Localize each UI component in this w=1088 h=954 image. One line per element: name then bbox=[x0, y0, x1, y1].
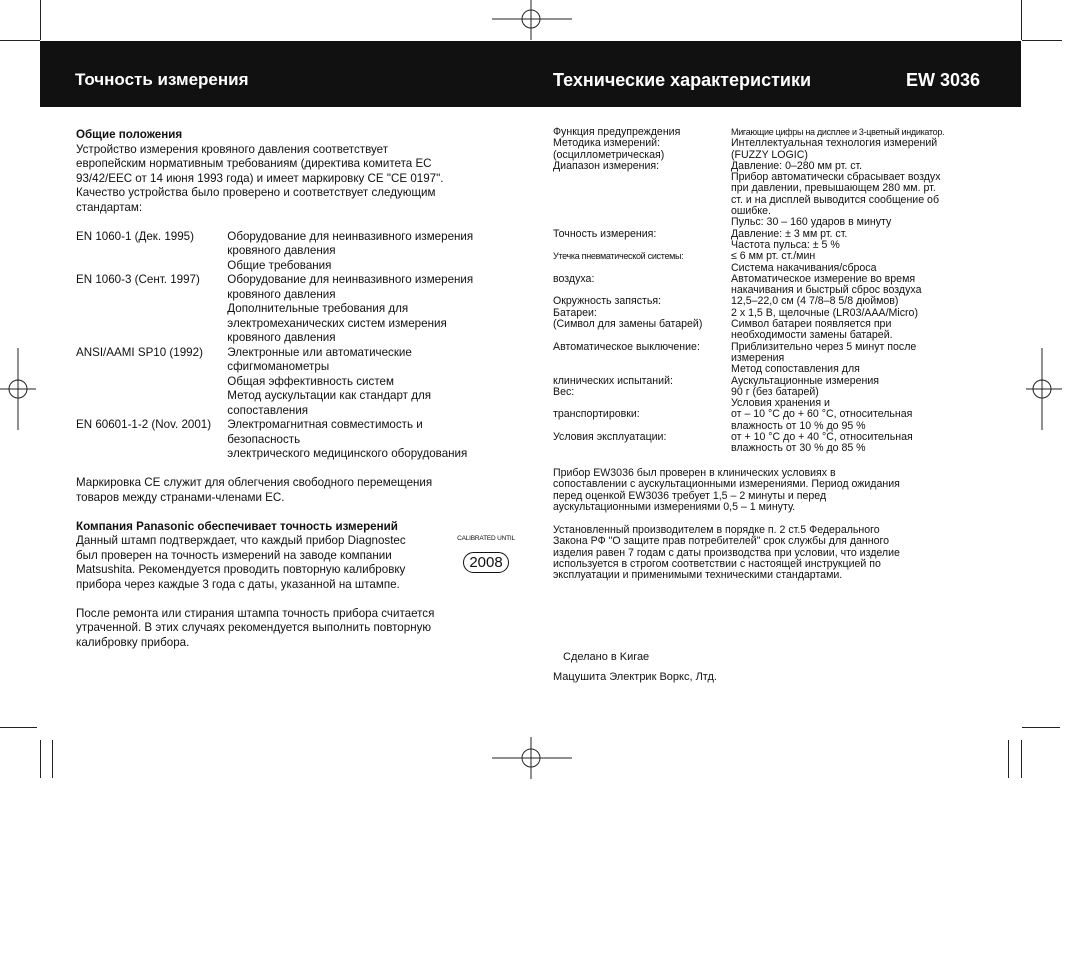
text-line: Устройство измерения кровяного давления соответствует bbox=[76, 142, 389, 156]
lifetime-paragraph bbox=[553, 525, 993, 581]
specifications-list bbox=[553, 127, 993, 455]
spec-row bbox=[553, 217, 993, 228]
spec-label bbox=[553, 353, 731, 364]
spec-label bbox=[553, 364, 731, 375]
standards-table bbox=[76, 230, 516, 462]
manufacturer-text: Мацушита Электрик Воркс, Лтд. bbox=[553, 671, 717, 683]
crop-mark bbox=[40, 740, 41, 778]
spec-value: Автоматическое измерение во время bbox=[731, 272, 916, 285]
spec-value: влажность от 10 % до 95 % bbox=[731, 419, 866, 432]
spec-value: 12,5–22,0 см (4 7/8–8 5/8 дюймов) bbox=[731, 295, 899, 308]
made-in-text: Сделано в Kиrae bbox=[563, 651, 650, 663]
text-line: аускультационными измерениями 0,5 – 1 минуту. bbox=[553, 500, 796, 513]
text-line: Установленный производителем в порядке п. 2 ст.5 Федерального bbox=[553, 524, 880, 536]
spec-label bbox=[553, 443, 731, 454]
spec-value: Приблизительно через 5 минут после bbox=[731, 340, 917, 353]
spec-row bbox=[553, 364, 993, 375]
panasonic-heading: Компания Panasonic обеспечивает точность измерений bbox=[76, 519, 398, 533]
spec-label: (осциллометрическая) bbox=[553, 148, 665, 161]
spec-value: Система накачивания/сброса bbox=[731, 261, 877, 274]
general-paragraph bbox=[76, 143, 516, 216]
standard-row bbox=[76, 230, 516, 274]
spec-label: Методика измерений: bbox=[553, 137, 661, 150]
left-page-body bbox=[76, 128, 516, 650]
calibration-stamp bbox=[456, 532, 516, 574]
registration-mark-icon bbox=[492, 737, 572, 779]
text-line: После ремонта или стирания штампа точность прибора считается bbox=[76, 606, 435, 620]
spec-value: ошибке. bbox=[731, 205, 771, 218]
spec-value: 2 x 1,5 В, щелочные (LR03/AAA/Micro) bbox=[731, 306, 918, 319]
spec-value: Мигающие цифры на дисплее и 3-цветный индикатор. bbox=[731, 127, 945, 137]
text-line: товаров между странами-членами ЕС. bbox=[76, 490, 285, 504]
text-line: используется в строгом соответствии с настоящей инструкцией по bbox=[553, 557, 881, 570]
standard-row bbox=[76, 418, 516, 462]
spec-value: Аускультационные измерения bbox=[731, 374, 880, 387]
standard-row bbox=[76, 346, 516, 419]
panasonic-section bbox=[76, 520, 516, 593]
clinical-paragraph bbox=[553, 468, 993, 513]
spec-label: клинических испытаний: bbox=[553, 374, 673, 387]
standard-code: EN 1060-3 (Сент. 1997) bbox=[76, 273, 200, 286]
standard-description: Электронные или автоматические сфигмоманометры Общая эффективность систем Метод аускультации как стандарт для сопоставления bbox=[227, 345, 432, 417]
text-line: стандартам: bbox=[76, 200, 143, 214]
crop-mark bbox=[1021, 740, 1022, 778]
registration-mark-icon bbox=[1022, 348, 1062, 430]
spec-label: Утечка пневматической системы: bbox=[553, 251, 684, 262]
text-line: эксплуатации и применимыми техническими стандартами. bbox=[553, 569, 843, 582]
registration-mark-icon bbox=[0, 348, 40, 430]
text-line: сопоставлении с аускультационными измерениями. Период ожидания bbox=[553, 478, 900, 491]
spec-value: (FUZZY LOGIC) bbox=[731, 148, 808, 161]
spec-value: необходимости замены батарей. bbox=[731, 329, 893, 342]
left-page-title: Точность измерения bbox=[75, 70, 249, 89]
spec-value: накачивания и быстрый сброс воздуха bbox=[731, 284, 922, 297]
text-line: был проверен на точность измерений на заводе компании bbox=[76, 548, 392, 562]
spec-row bbox=[553, 251, 993, 262]
spec-value: Давление: 0–280 мм рт. ст. bbox=[731, 159, 863, 172]
spec-value: Интеллектуальная технология измерений bbox=[731, 137, 938, 150]
spec-label: Автоматическое выключение: bbox=[553, 340, 700, 353]
spec-value: Условия хранения и bbox=[731, 397, 830, 410]
spec-label: Вес: bbox=[553, 385, 575, 398]
spec-label bbox=[553, 195, 731, 206]
spec-label bbox=[553, 172, 731, 183]
spec-value: ст. и на дисплей выводится сообщение об bbox=[731, 193, 940, 206]
spec-label bbox=[553, 206, 731, 217]
spec-row bbox=[553, 138, 993, 149]
crop-mark bbox=[52, 740, 53, 778]
spec-row bbox=[553, 443, 993, 454]
spec-value: Частота пульса: ± 5 % bbox=[731, 238, 840, 251]
model-number: EW 3036 bbox=[906, 70, 981, 90]
spec-value: ≤ 6 мм рт. ст./мин bbox=[731, 250, 816, 263]
text-line: европейским нормативным требованиям (директива комитета ЕС bbox=[76, 157, 432, 170]
spec-label bbox=[553, 183, 731, 194]
stamp-year: 2008 bbox=[463, 552, 508, 573]
text-line: Данный штамп подтверждает, что каждый прибор Diagnostec bbox=[76, 534, 406, 547]
standard-code: EN 60601-1-2 (Nov. 2001) bbox=[76, 418, 212, 431]
text-line: прибора через каждые 3 года с даты, указанной на штампе. bbox=[76, 577, 400, 591]
text-line: утраченной. В этих случаях рекомендуется выполнить повторную bbox=[76, 621, 432, 634]
panasonic-paragraph bbox=[76, 534, 516, 592]
spec-label bbox=[553, 240, 731, 251]
crop-mark bbox=[1008, 740, 1009, 778]
crop-mark bbox=[1022, 40, 1062, 41]
spec-value: Пульс: 30 – 160 ударов в минуту bbox=[731, 216, 892, 229]
spec-value: при давлении, превышающем 280 мм. рт. bbox=[731, 182, 936, 195]
crop-mark bbox=[40, 0, 41, 40]
text-line: Прибор EW3036 был проверен в клинических условиях в bbox=[553, 467, 836, 479]
spec-label: Условия эксплуатации: bbox=[553, 431, 667, 444]
spec-label: Функция предупреждения bbox=[553, 126, 681, 138]
spec-row bbox=[553, 195, 993, 206]
standard-code: EN 1060-1 (Дек. 1995) bbox=[76, 229, 194, 243]
standard-description: Оборудование для неинвазивного измерения кровяного давления Дополнительные требования для электромеханических систем измерения кровяного давления bbox=[227, 273, 474, 344]
crop-mark bbox=[0, 727, 37, 728]
spec-label: Батареи: bbox=[553, 306, 597, 319]
stamp-label: CALIBRATED UNTIL bbox=[457, 534, 515, 542]
spec-value: влажность от 30 % до 85 % bbox=[731, 442, 866, 455]
standard-description: Оборудование для неинвазивного измерения кровяного давления Общие требования bbox=[227, 229, 474, 272]
spec-label: Окружность запястья: bbox=[553, 295, 662, 308]
spec-value: Давление: ± 3 мм рт. ст. bbox=[731, 227, 848, 240]
spec-label bbox=[553, 330, 731, 341]
spec-label: Диапазон измерения: bbox=[553, 159, 660, 172]
spec-value: от + 10 °C до + 40 °C, относительная bbox=[731, 431, 913, 444]
text-line: Маркировка CE служит для облегчения свободного перемещения bbox=[76, 476, 433, 489]
ce-paragraph bbox=[76, 476, 516, 505]
crop-mark bbox=[1022, 727, 1060, 728]
spec-value: 90 г (без батарей) bbox=[731, 385, 819, 398]
crop-mark bbox=[0, 40, 40, 41]
spec-value: Метод сопоставления для bbox=[731, 363, 860, 376]
spec-label: воздуха: bbox=[553, 272, 595, 285]
text-line: изделия равен 7 годам с даты производства при условии, что изделие bbox=[553, 546, 900, 559]
text-line: Matsushita. Рекомендуется проводить повторную калибровку bbox=[76, 563, 406, 576]
repair-paragraph bbox=[76, 607, 516, 651]
text-line: Качество устройства было проверено и соответствует следующим bbox=[76, 186, 436, 199]
spec-label bbox=[553, 217, 731, 228]
spec-value: Символ батареи появляется при bbox=[731, 318, 892, 331]
spec-value: от – 10 °C до + 60 °C, относительная bbox=[731, 408, 913, 421]
general-heading: Общие положения bbox=[76, 128, 183, 141]
right-page-title: Технические характеристики bbox=[553, 70, 812, 90]
spec-row bbox=[553, 330, 993, 341]
spec-value: Прибор автоматически сбрасывает воздух bbox=[731, 171, 941, 184]
standard-code: ANSI/AAMI SP10 (1992) bbox=[76, 345, 203, 359]
text-line: перед оценкой EW3036 требует 1,5 – 2 минуты и перед bbox=[553, 489, 827, 502]
standard-description: Электромагнитная совместимость и безопасность электрического медицинского оборудования bbox=[227, 418, 468, 460]
text-line: Закона РФ "О защите прав потребителей" срок службы для данного bbox=[553, 535, 890, 548]
registration-mark-icon bbox=[492, 0, 572, 40]
standard-row bbox=[76, 273, 516, 346]
crop-mark bbox=[1021, 0, 1022, 40]
spec-label: транспортировки: bbox=[553, 408, 640, 421]
spec-value: измерения bbox=[731, 351, 785, 364]
text-line: 93/42/EEC от 14 июня 1993 года) и имеет маркировку CE "CE 0197". bbox=[76, 171, 444, 185]
spec-label: Точность измерения: bbox=[553, 227, 657, 240]
text-line: калибровку прибора. bbox=[76, 635, 190, 649]
header-banner bbox=[40, 41, 1021, 107]
spec-label: (Символ для замены батарей) bbox=[553, 318, 703, 331]
